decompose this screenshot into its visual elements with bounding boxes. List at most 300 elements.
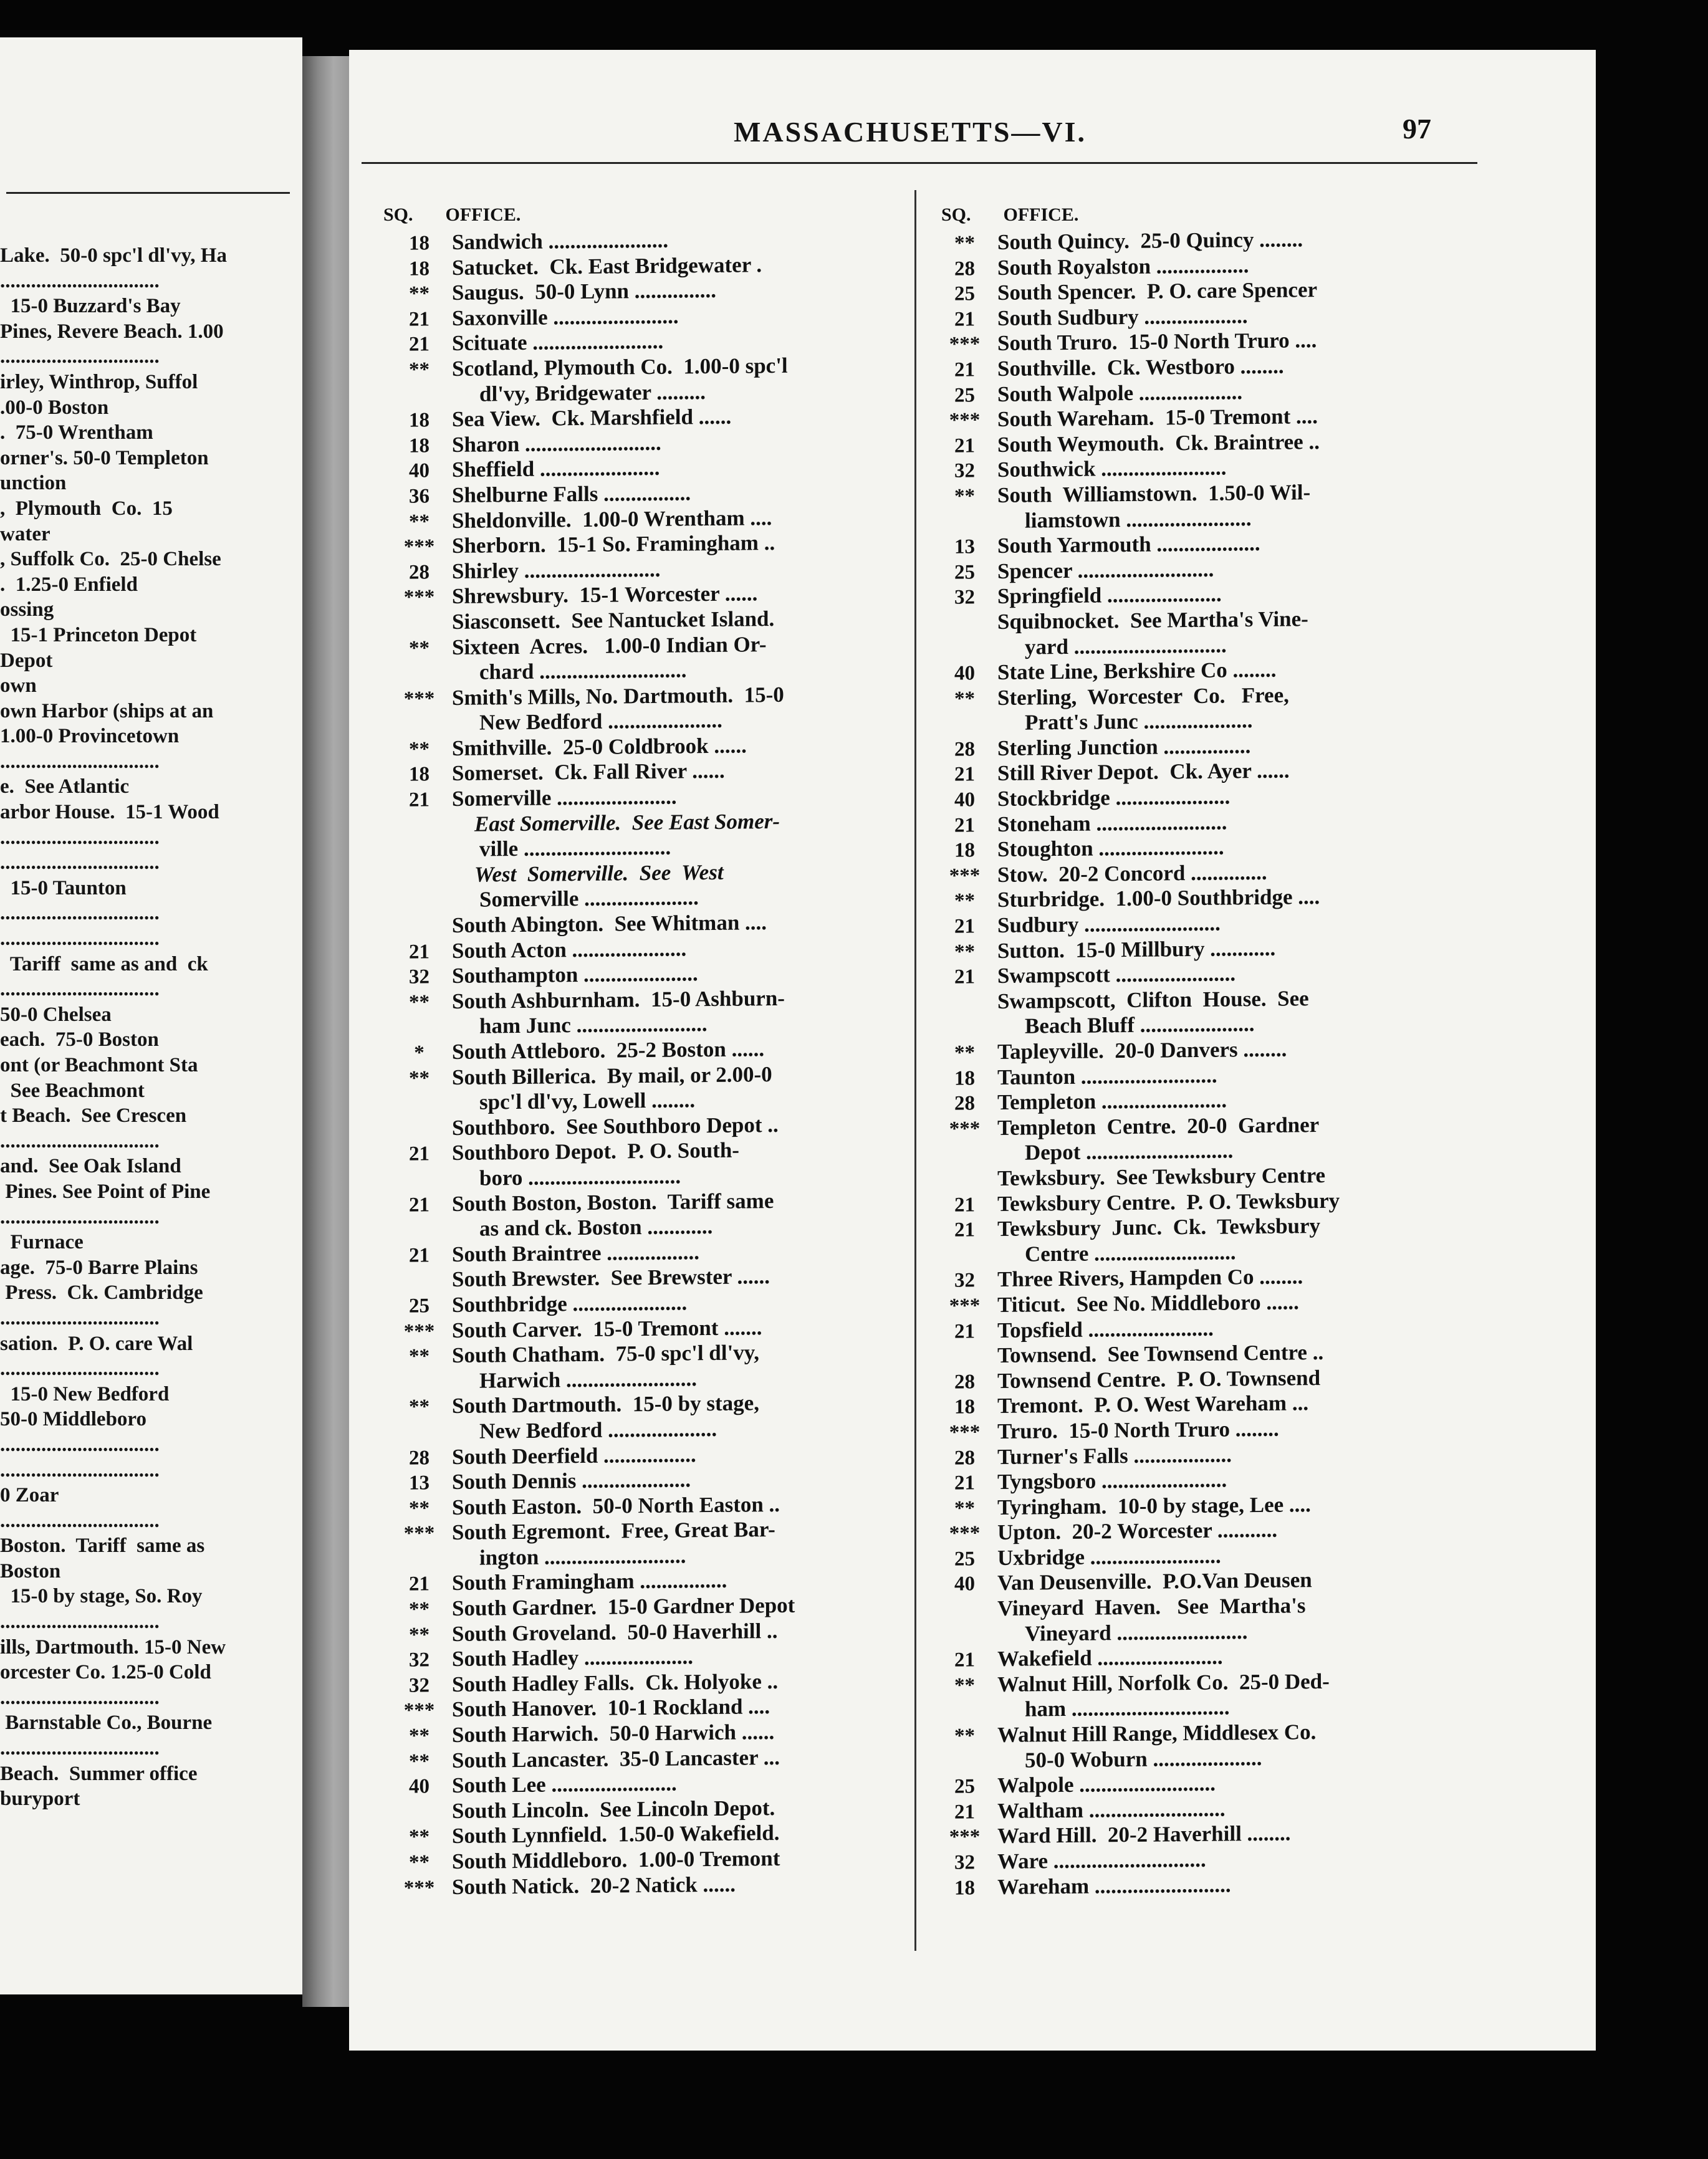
office-entry <box>932 1391 1340 1420</box>
office-entry <box>932 1568 1340 1597</box>
office-entry <box>932 606 1340 636</box>
office-text: Tewksbury. See Tewksbury Centre <box>997 1162 1326 1190</box>
sq-value: ** <box>954 687 975 711</box>
office-text: South Royalston ................. <box>997 252 1249 280</box>
sq-value: 21 <box>409 1244 429 1267</box>
sq-value: ** <box>954 1041 975 1065</box>
office-entry <box>932 1416 1340 1445</box>
sq-value: 40 <box>409 1775 429 1798</box>
office-text: Tremont. P. O. West Wareham ... <box>997 1391 1309 1419</box>
fragment-line: ont (or Beachmont Sta <box>0 1054 198 1076</box>
office-text: Sandwich ...................... <box>452 227 669 254</box>
office-text: Sudbury ......................... <box>997 911 1221 938</box>
office-text: Squibnocket. See Martha's Vine- <box>997 606 1308 634</box>
fragment-line: ............................... <box>0 851 160 874</box>
sq-value: 21 <box>409 1193 429 1217</box>
office-entry <box>386 1491 795 1521</box>
office-text: Springfield ..................... <box>997 582 1222 609</box>
sq-value <box>932 629 997 630</box>
sq-value: 28 <box>954 1092 975 1115</box>
sq-value <box>932 1716 997 1717</box>
office-text: Three Rivers, Hampden Co ........ <box>997 1264 1303 1292</box>
sq-value: ** <box>409 1497 429 1520</box>
office-text: Tyngsboro ....................... <box>997 1467 1227 1495</box>
office-entry <box>932 1340 1340 1369</box>
office-text: Shelburne Falls ................ <box>452 481 691 507</box>
fragment-line: ............................... <box>0 1509 160 1532</box>
office-entry <box>386 960 795 990</box>
office-entry <box>386 1441 795 1470</box>
office-text: South Sudbury ................... <box>997 303 1248 330</box>
sq-value: *** <box>949 409 981 432</box>
office-text: Somerville ..................... <box>479 885 699 912</box>
sq-value: 28 <box>954 1371 975 1394</box>
office-entry <box>932 454 1340 484</box>
fragment-line: ............................... <box>0 1357 160 1381</box>
office-text: Sutton. 15-0 Millbury ............ <box>997 936 1276 963</box>
office-text: Uxbridge ........................ <box>997 1543 1221 1570</box>
office-text: West Somerville. See West <box>474 859 724 887</box>
sq-value <box>932 1362 997 1363</box>
office-text: ville ........................... <box>479 835 671 861</box>
fragment-line: e. See Atlantic <box>0 775 130 798</box>
office-text: Townsend Centre. P. O. Townsend <box>997 1365 1321 1393</box>
sq-value: 40 <box>954 788 975 811</box>
office-text: Van Deusenville. P.O.Van Deusen <box>997 1568 1312 1596</box>
office-entry <box>932 682 1340 711</box>
office-text: Stockbridge ..................... <box>997 784 1231 811</box>
sq-value: 28 <box>954 738 975 761</box>
sq-value: 21 <box>954 434 975 457</box>
office-text: South Harwich. 50-0 Harwich ...... <box>452 1720 775 1748</box>
office-text: dl'vy, Bridgewater ......... <box>479 379 706 406</box>
office-text: South Quincy. 25-0 Quincy ........ <box>997 227 1303 254</box>
office-text: Walnut Hill, Norfolk Co. 25-0 Ded- <box>997 1668 1330 1697</box>
sq-value <box>386 856 452 857</box>
office-text: Walpole ......................... <box>997 1771 1216 1798</box>
office-text: Depot ........................... <box>1025 1138 1234 1165</box>
office-text: Harwich ........................ <box>479 1366 698 1393</box>
office-entry <box>386 1214 795 1243</box>
sq-value: 21 <box>954 763 975 787</box>
fragment-line: ............................... <box>0 1737 160 1760</box>
sq-value: 28 <box>954 1446 975 1470</box>
fragment-line: 50-0 Chelsea <box>0 1003 112 1026</box>
sq-value: 32 <box>409 1649 429 1672</box>
office-text: South Billerica. By mail, or 2.00-0 <box>452 1061 772 1089</box>
sq-value <box>386 932 452 933</box>
column-divider <box>914 190 916 1951</box>
fragment-line: arbor House. 15-1 Wood <box>0 801 219 824</box>
office-entry <box>932 1163 1340 1192</box>
office-text: South Williamstown. 1.50-0 Wil- <box>997 480 1311 507</box>
sq-value: *** <box>949 1118 981 1141</box>
office-entry <box>932 859 1340 889</box>
office-text: Vineyard Haven. See Martha's <box>997 1593 1306 1621</box>
fragment-line: ............................... <box>0 1611 160 1634</box>
office-entry <box>386 1694 795 1723</box>
sq-value: ** <box>954 1674 975 1697</box>
fragment-line: Press. Ck. Cambridge <box>0 1281 203 1304</box>
fragment-line: ............................... <box>0 1205 160 1228</box>
office-text: Sharon ......................... <box>452 430 661 457</box>
office-text: Sherborn. 15-1 So. Framingham .. <box>452 530 775 558</box>
office-entry <box>932 1214 1340 1243</box>
office-entry <box>932 1644 1340 1673</box>
office-entry <box>932 581 1340 610</box>
fragment-line: , Plymouth Co. 15 <box>0 497 173 520</box>
left-column-header <box>383 204 521 226</box>
office-heading: OFFICE. <box>445 204 521 225</box>
office-text: Waltham ......................... <box>997 1796 1226 1823</box>
office-entry <box>932 1087 1340 1116</box>
fragment-line: Boston <box>0 1559 61 1582</box>
office-entry <box>932 1491 1340 1521</box>
office-entry <box>932 1011 1340 1040</box>
sq-value: *** <box>403 535 435 558</box>
office-entry <box>932 1796 1340 1825</box>
office-text: South Chatham. 75-0 spc'l dl'vy, <box>452 1340 760 1368</box>
office-text: Southboro Depot. P. O. South- <box>452 1137 739 1166</box>
fragment-line: ............................... <box>0 978 160 1001</box>
office-entry <box>386 1543 795 1572</box>
office-entry <box>932 530 1340 560</box>
office-entry <box>932 505 1340 534</box>
sq-value: ** <box>954 232 975 255</box>
office-entry <box>386 1061 795 1091</box>
office-entry <box>932 1694 1340 1723</box>
office-text: Smith's Mills, No. Dartmouth. 15-0 <box>452 682 784 710</box>
office-text: South Brewster. See Brewster ...... <box>452 1264 770 1292</box>
office-entry <box>932 707 1340 737</box>
sq-heading: SQ. <box>941 204 971 225</box>
office-text: Titicut. See No. Middleboro ...... <box>997 1290 1299 1317</box>
sq-value <box>932 528 997 529</box>
sq-value: 21 <box>409 1142 429 1166</box>
office-entry <box>386 530 795 560</box>
office-entry <box>386 1264 795 1293</box>
office-text: Southville. Ck. Westboro ........ <box>997 353 1284 381</box>
sq-value: 18 <box>409 232 429 255</box>
sq-value: ** <box>409 1623 429 1647</box>
office-text: Southampton ..................... <box>452 961 698 989</box>
sq-value: 21 <box>409 333 429 357</box>
sq-value: 25 <box>954 383 975 407</box>
sq-value: 40 <box>409 459 429 482</box>
office-text: South Carver. 15-0 Tremont ....... <box>452 1314 762 1343</box>
fragment-line: See Beachmont <box>0 1079 145 1102</box>
office-entry <box>386 1669 795 1698</box>
sq-value <box>386 1033 452 1034</box>
sq-value: 32 <box>954 459 975 482</box>
sq-value: ** <box>409 1750 429 1773</box>
sq-value: *** <box>403 586 435 610</box>
office-entry <box>386 1720 795 1749</box>
fragment-line: orcester Co. 1.25-0 Cold <box>0 1661 211 1684</box>
sq-value: *** <box>403 1319 435 1343</box>
office-entry <box>386 252 795 281</box>
office-text: Pratt's Junc .................... <box>1025 708 1253 735</box>
sq-value: * <box>414 1041 425 1065</box>
office-text: Centre .......................... <box>1025 1240 1236 1266</box>
fragment-line: own Harbor (ships at an <box>0 699 214 722</box>
office-text: Sterling, Worcester Co. Free, <box>997 682 1289 710</box>
office-text: 50-0 Woburn .................... <box>1025 1745 1262 1773</box>
sq-value: 40 <box>954 1573 975 1596</box>
sq-value <box>932 1033 997 1034</box>
office-entry <box>932 884 1340 914</box>
office-entry <box>386 1340 795 1369</box>
office-entry <box>386 758 795 787</box>
office-entry <box>386 808 795 838</box>
office-entry <box>386 783 795 813</box>
office-entry <box>386 1365 795 1394</box>
office-entry <box>386 1011 795 1040</box>
fragment-line: ............................... <box>0 1433 160 1456</box>
fragment-line: each. 75-0 Boston <box>0 1028 159 1051</box>
sq-value: ** <box>954 1725 975 1748</box>
previous-page-fragment <box>0 37 302 1994</box>
office-text: chard ........................... <box>479 658 687 684</box>
sq-value: ** <box>409 1598 429 1621</box>
sq-value: 21 <box>954 358 975 381</box>
sq-value: 18 <box>954 1876 975 1900</box>
office-text: South Yarmouth ................... <box>997 531 1260 558</box>
office-entry <box>386 480 795 509</box>
office-text: South Easton. 50-0 North Easton .. <box>452 1491 780 1520</box>
office-entry <box>386 1618 795 1647</box>
sq-value: 13 <box>954 535 975 558</box>
right-column-header <box>941 204 1078 226</box>
office-text: South Braintree ................. <box>452 1239 699 1266</box>
fragment-line: 15-0 New Bedford <box>0 1382 170 1405</box>
office-text: South Groveland. 50-0 Haverhill .. <box>452 1618 778 1646</box>
fragment-line: ............................... <box>0 269 160 292</box>
office-entry <box>932 1669 1340 1698</box>
office-text: Somerset. Ck. Fall River ...... <box>452 759 725 786</box>
office-text: South Abington. See Whitman .... <box>452 910 767 938</box>
sq-value: 28 <box>954 257 975 280</box>
sq-value: ** <box>954 889 975 913</box>
fragment-line: Barnstable Co., Bourne <box>0 1711 213 1735</box>
sq-value <box>932 1008 997 1009</box>
sq-value <box>932 1160 997 1161</box>
page <box>349 50 1596 2051</box>
office-entry <box>932 1290 1340 1319</box>
office-text: Swampscott ...................... <box>997 961 1236 989</box>
office-text: Ware ............................ <box>997 1847 1206 1874</box>
sq-value: 28 <box>409 1446 429 1470</box>
page-number: 97 <box>1403 113 1431 145</box>
sq-value: 21 <box>409 788 429 811</box>
office-text: South Hadley Falls. Ck. Holyoke .. <box>452 1668 779 1697</box>
sq-value: 32 <box>409 1674 429 1697</box>
office-entry <box>386 1036 795 1066</box>
office-entry <box>932 1137 1340 1167</box>
sq-value <box>932 1185 997 1186</box>
sq-value: ** <box>409 636 429 660</box>
office-entry <box>386 1846 795 1875</box>
office-text: Wakefield ....................... <box>997 1644 1223 1672</box>
sq-value <box>386 1236 452 1237</box>
office-text: Townsend. See Townsend Centre .. <box>997 1340 1324 1368</box>
office-entry <box>932 429 1340 458</box>
sq-value: *** <box>949 1522 981 1546</box>
office-entry <box>932 1113 1340 1142</box>
office-entry <box>932 808 1340 838</box>
left-column-entries <box>386 227 795 1900</box>
office-entry <box>932 1517 1340 1546</box>
fragment-line: 15-0 by stage, So. Roy <box>0 1585 203 1608</box>
office-text: South Lincoln. See Lincoln Depot. <box>452 1795 775 1823</box>
sq-value: 32 <box>954 1269 975 1292</box>
office-entry <box>932 328 1340 357</box>
sq-value <box>386 882 452 883</box>
fragment-line: ............................... <box>0 750 160 773</box>
office-text: Satucket. Ck. East Bridgewater . <box>452 252 762 280</box>
office-text: Shirley ......................... <box>452 557 661 583</box>
office-entry <box>386 1290 795 1319</box>
fragment-line: ............................... <box>0 345 160 368</box>
office-text: Still River Depot. Ck. Ayer ...... <box>997 758 1290 786</box>
fragment-line: own <box>0 674 37 697</box>
sq-value: 18 <box>954 839 975 862</box>
office-text: Sea View. Ck. Marshfield ...... <box>452 404 732 432</box>
office-text: Tewksbury Centre. P. O. Tewksbury <box>997 1188 1340 1216</box>
office-entry <box>386 277 795 307</box>
office-text: Scituate ........................ <box>452 329 664 356</box>
fragment-line: ............................... <box>0 1458 160 1482</box>
fragment-line: ............................... <box>0 826 160 849</box>
office-entry <box>386 910 795 939</box>
sq-value: 21 <box>954 813 975 837</box>
office-text: South Walpole ................... <box>997 379 1243 406</box>
sq-value: ** <box>954 1497 975 1520</box>
sq-value <box>386 679 452 680</box>
sq-value: 21 <box>409 1573 429 1596</box>
office-entry <box>932 1720 1340 1749</box>
office-entry <box>386 1796 795 1825</box>
fragment-line: Pines, Revere Beach. 1.00 <box>0 320 224 343</box>
office-text: South Dennis .................... <box>452 1467 691 1495</box>
office-entry <box>932 1871 1340 1900</box>
sq-value <box>386 831 452 832</box>
fragment-line: ............................... <box>0 1306 160 1329</box>
office-text: ham ............................. <box>1025 1695 1230 1722</box>
office-text: Templeton Centre. 20-0 Gardner <box>997 1112 1320 1140</box>
office-text: Stoneham ........................ <box>997 810 1227 836</box>
sq-value: 36 <box>409 485 429 508</box>
office-text: Templeton ....................... <box>997 1088 1227 1115</box>
office-text: South Deerfield ................. <box>452 1442 696 1469</box>
office-text: South Weymouth. Ck. Braintree .. <box>997 429 1320 457</box>
sq-value <box>386 1109 452 1110</box>
office-entry <box>932 378 1340 408</box>
office-text: Turner's Falls .................. <box>997 1442 1232 1469</box>
office-entry <box>386 1238 795 1268</box>
office-entry <box>386 328 795 357</box>
office-text: Sterling Junction ................ <box>997 733 1251 760</box>
sq-value: 21 <box>409 308 429 331</box>
office-text: Southbridge ..................... <box>452 1290 688 1317</box>
sq-value <box>932 1261 997 1262</box>
sq-value: 28 <box>409 561 429 584</box>
office-text: South Hanover. 10-1 Rockland .... <box>452 1694 770 1722</box>
office-entry <box>932 1618 1340 1647</box>
sq-value: 25 <box>954 1548 975 1571</box>
fragment-line: ills, Dartmouth. 15-0 New <box>0 1635 226 1659</box>
sq-value: *** <box>403 1699 435 1723</box>
office-entry <box>386 935 795 964</box>
office-text: Sturbridge. 1.00-0 Southbridge .... <box>997 884 1320 912</box>
fragment-line: Furnace <box>0 1231 84 1254</box>
fragment-line: ............................... <box>0 1129 160 1152</box>
office-entry <box>932 277 1340 307</box>
office-entry <box>386 505 795 534</box>
office-text: South Egremont. Free, Great Bar- <box>452 1517 775 1545</box>
office-text: South Framingham ................ <box>452 1568 727 1596</box>
office-text: South Hadley .................... <box>452 1644 693 1672</box>
sq-value <box>386 629 452 630</box>
office-text: South Gardner. 15-0 Gardner Depot <box>452 1592 795 1621</box>
office-text: yard ............................ <box>1025 632 1227 659</box>
fragment-line: 0 Zoar <box>0 1484 59 1507</box>
fragment-line: . 75-0 Wrentham <box>0 421 153 444</box>
office-entry <box>386 1314 795 1344</box>
office-text: South Truro. 15-0 North Truro .... <box>997 328 1317 356</box>
office-entry <box>386 1112 795 1141</box>
fragment-line: sation. P. O. care Wal <box>0 1332 193 1355</box>
sq-value: 18 <box>409 763 429 787</box>
office-entry <box>386 606 795 636</box>
fragment-line: 15-1 Princeton Depot <box>0 623 197 646</box>
office-entry <box>386 657 795 686</box>
office-entry <box>932 555 1340 585</box>
office-text: Walnut Hill Range, Middlesex Co. <box>997 1720 1317 1748</box>
previous-page-text <box>0 243 302 1812</box>
office-entry <box>386 227 795 256</box>
office-text: Beach Bluff ..................... <box>1025 1012 1255 1038</box>
office-text: New Bedford ..................... <box>479 708 722 735</box>
sq-value: 21 <box>954 1319 975 1343</box>
sq-value: 13 <box>409 1472 429 1495</box>
office-entry <box>932 631 1340 661</box>
sq-value: ** <box>954 485 975 508</box>
office-text: Siasconsett. See Nantucket Island. <box>452 606 775 634</box>
office-entry <box>386 631 795 661</box>
sq-value <box>386 1818 452 1819</box>
office-text: Saugus. 50-0 Lynn ............... <box>452 278 717 305</box>
office-entry <box>932 910 1340 939</box>
office-text: Saxonville ....................... <box>452 304 679 330</box>
office-entry <box>932 1061 1340 1091</box>
office-entry <box>932 935 1340 964</box>
sq-value: 40 <box>954 662 975 685</box>
office-text: South Ashburnham. 15-0 Ashburn- <box>452 985 785 1013</box>
office-entry <box>932 480 1340 509</box>
fragment-line: Boston. Tariff same as <box>0 1534 205 1558</box>
sq-value: *** <box>949 864 981 888</box>
office-text: Shrewsbury. 15-1 Worcester ...... <box>452 581 758 609</box>
header-rule <box>362 162 1477 164</box>
sq-value: 21 <box>954 1649 975 1672</box>
office-entry <box>932 1543 1340 1572</box>
office-entry <box>386 1745 795 1774</box>
office-text: Tyringham. 10-0 by stage, Lee .... <box>997 1491 1311 1520</box>
sq-value: ** <box>409 1851 429 1874</box>
office-text: ham Junc ........................ <box>479 1012 708 1038</box>
office-entry <box>932 1314 1340 1344</box>
